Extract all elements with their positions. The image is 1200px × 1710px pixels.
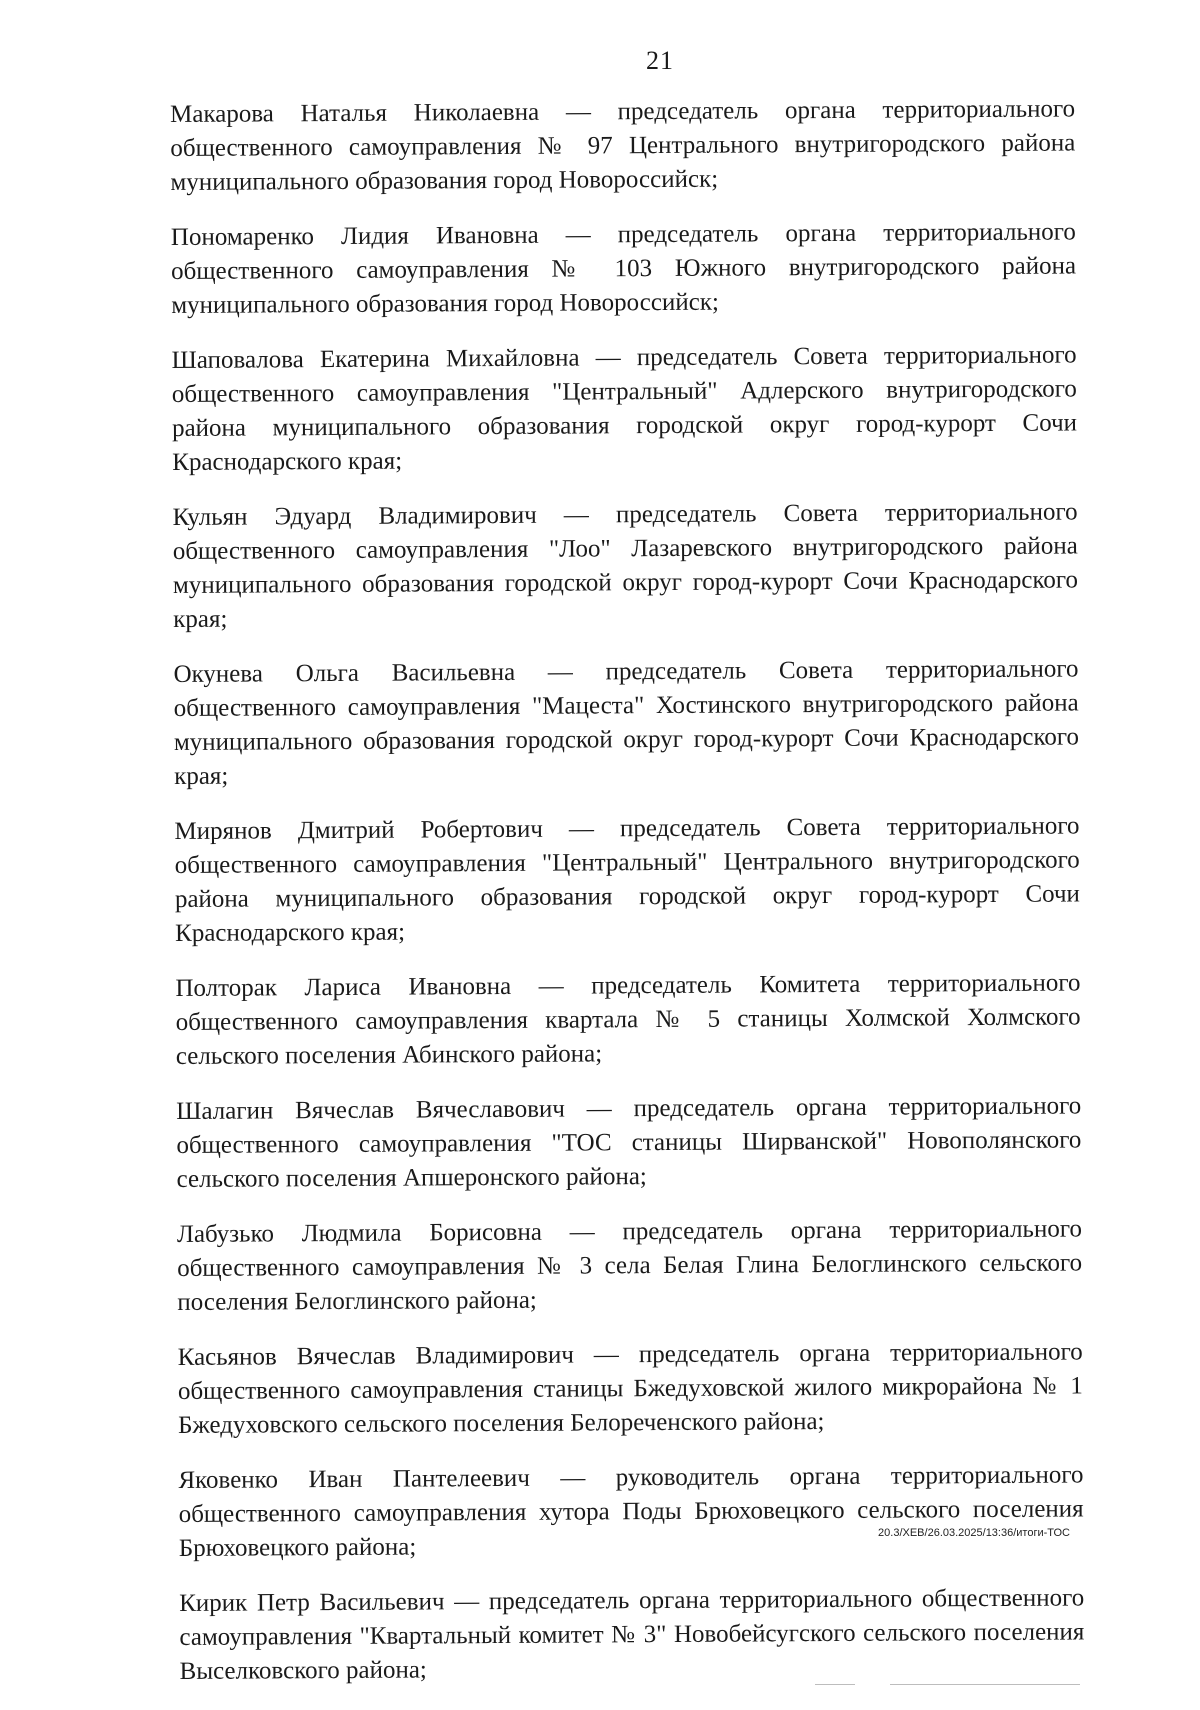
entry-list (170, 92, 1085, 1709)
list-entry: Окунева Ольга Васильевна — председатель Совета территориального общественного самоуправления "Мацеста" Хостинского внутригородского района муниципального образования городской округ город-курорт Сочи Краснодарского края; (173, 655, 1080, 790)
list-entry: Мирянов Дмитрий Робертович — председатель Совета территориального общественного самоуправления "Центральный" Центрального внутригородского района муниципального образования городской округ город-курорт Сочи Краснодарского края; (174, 812, 1080, 947)
list-entry: Касьянов Вячеслав Владимирович — председатель органа территориального общественного самоуправления станицы Бжедуховской жилого микрорайона № 1 Бжедуховского сельского поселения Белореченского района; (177, 1338, 1083, 1439)
list-entry: Макарова Наталья Николаевна — председатель органа территориального общественного самоуправления № 97 Центрального внутригородского района муниципального образования город Новороссийск; (170, 95, 1076, 196)
document-footer-code: 20.3/ХЕВ/26.03.2025/13:36/итоги-ТОС (878, 1527, 1070, 1539)
scan-artifact-line (890, 1684, 1080, 1685)
list-entry: Яковенко Иван Пантелеевич — руководитель органа территориального общественного самоуправления хутора Поды Брюховецкого сельского поселения Брюховецкого района; (178, 1461, 1084, 1562)
list-entry: Кирик Петр Васильевич — председатель органа территориального общественного самоуправления "Квартальный комитет № 3" Новобейсугского сельского поселения Выселковского района; (179, 1584, 1085, 1685)
list-entry: Лабузько Людмила Борисовна — председатель органа территориального общественного самоуправления № 3 села Белая Глина Белоглинского сельского поселения Белоглинского района; (176, 1215, 1083, 1316)
scan-artifact-line (815, 1684, 855, 1685)
page-number: 21 (646, 46, 674, 75)
list-entry: Шалагин Вячеслав Вячеславович — председатель органа территориального общественного самоуправления "ТОС станицы Ширванской" Новополянского сельского поселения Апшеронского района; (176, 1092, 1082, 1193)
list-entry: Пономаренко Лидия Ивановна — председатель органа территориального общественного самоуправления № 103 Южного внутригородского района муниципального образования город Новороссийск; (170, 218, 1077, 319)
list-entry: Полторак Лариса Ивановна — председатель Комитета территориального общественного самоуправления квартала № 5 станицы Холмской Холмского сельского поселения Абинского района; (175, 969, 1081, 1070)
list-entry: Шаповалова Екатерина Михайловна — председатель Совета территориального общественного самоуправления "Центральный" Адлерского внутригородского района муниципального образования городской округ город-курорт Сочи Краснодарского края; (171, 341, 1078, 476)
list-entry: Кульян Эдуард Владимирович — председатель Совета территориального общественного самоуправления "Лоо" Лазаревского внутригородского района муниципального образования городской округ город-курорт Сочи Краснодарского края; (172, 498, 1079, 633)
